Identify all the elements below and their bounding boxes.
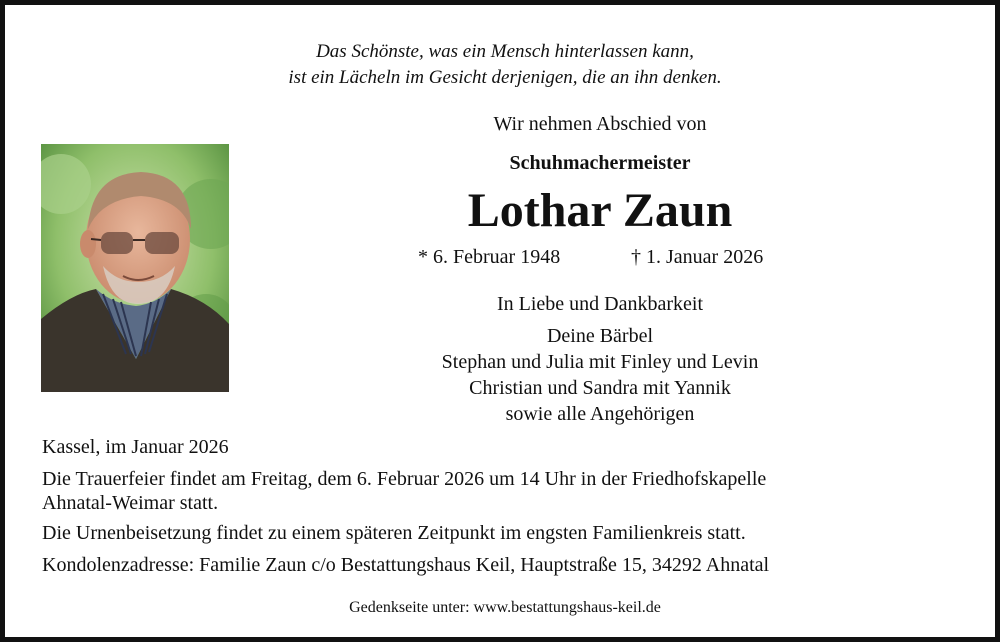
- quote-line-1: Das Schönste, was ein Mensch hinterlassen kann,: [316, 41, 694, 62]
- occupation: Schuhmachermeister: [509, 152, 691, 174]
- memorial-website: Gedenkseite unter: www.bestattungshaus-keil.de: [349, 599, 661, 616]
- portrait-image: [41, 144, 229, 392]
- quote: [5, 39, 1000, 91]
- mourner-line: Stephan und Julia mit Finley und Levin: [441, 351, 759, 373]
- funeral-line-1: Die Trauerfeier findet am Freitag, dem 6. Februar 2026 um 14 Uhr in der Friedhofskapelle: [42, 468, 767, 490]
- place-date: Kassel, im Januar 2026: [42, 436, 229, 458]
- birth-date: * 6. Februar 1948: [418, 246, 561, 268]
- death-date: † 1. Januar 2026: [631, 246, 764, 268]
- urn-info: Die Urnenbeisetzung findet zu einem späteren Zeitpunkt im engsten Familienkreis statt.: [42, 522, 746, 544]
- portrait-photo: [41, 144, 229, 392]
- funeral-info: [42, 467, 982, 515]
- funeral-line-2: Ahnatal-Weimar statt.: [42, 492, 219, 514]
- mourner-line: Christian und Sandra mit Yannik: [469, 377, 731, 399]
- dedication: In Liebe und Dankbarkeit: [496, 293, 704, 315]
- intro-text: Wir nehmen Abschied von: [493, 113, 707, 135]
- deceased-name: Lothar Zaun: [467, 184, 733, 237]
- mourner-line: Deine Bärbel: [546, 325, 654, 347]
- condolence-address: Kondolenzadresse: Familie Zaun c/o Bestattungshaus Keil, Hauptstraße 15, 34292 Ahnatal: [42, 554, 770, 576]
- quote-line-2: ist ein Lächeln im Gesicht derjenigen, die an ihn denken.: [288, 67, 722, 88]
- mourner-line: sowie alle Angehörigen: [505, 403, 695, 425]
- mourners-list: [400, 323, 800, 427]
